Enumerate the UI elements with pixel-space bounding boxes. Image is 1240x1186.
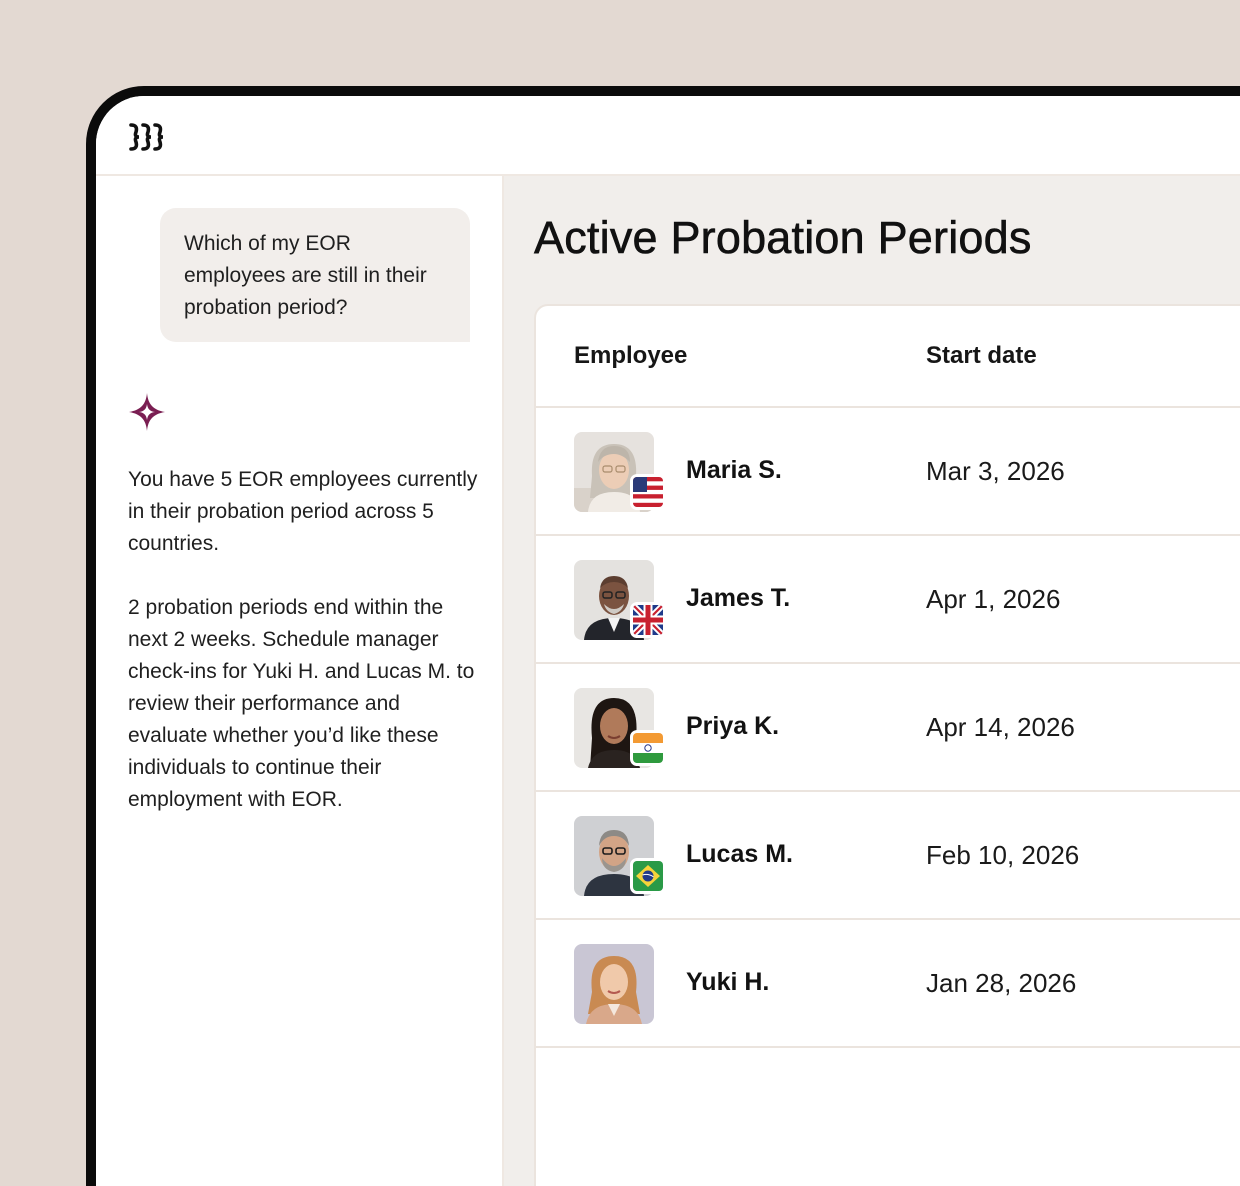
india-flag-icon bbox=[630, 730, 666, 766]
sparkle-icon bbox=[127, 392, 167, 432]
user-message-bubble: Which of my EOR employees are still in their probation period? bbox=[160, 208, 470, 342]
device-frame bbox=[86, 86, 1240, 1186]
avatar bbox=[574, 944, 654, 1024]
main-panel bbox=[504, 176, 1240, 1186]
assistant-paragraph: 2 probation periods end within the next 2 weeks. Schedule manager check-ins for Yuki H. and Lucas M. to review their performance and evaluate whether you’d like these individuals to continue their employment with EOR. bbox=[128, 596, 475, 811]
uk-flag-icon bbox=[630, 602, 666, 638]
us-flag-icon bbox=[630, 474, 666, 510]
top-bar bbox=[96, 96, 1240, 176]
probation-table bbox=[534, 304, 1240, 1186]
column-header-employee[interactable]: Employee bbox=[574, 342, 688, 369]
table-header bbox=[536, 306, 1240, 408]
assistant-reply bbox=[128, 464, 478, 848]
employee-name: James T. bbox=[686, 584, 791, 612]
employee-name: Yuki H. bbox=[686, 968, 770, 996]
start-date: Feb 10, 2026 bbox=[926, 840, 1080, 870]
table-row[interactable] bbox=[536, 664, 1240, 792]
start-date: Mar 3, 2026 bbox=[926, 456, 1065, 486]
employee-name: Priya K. bbox=[686, 712, 780, 740]
assistant-paragraph: You have 5 EOR employees currently in their probation period across 5 countries. bbox=[128, 468, 478, 555]
start-date: Jan 28, 2026 bbox=[926, 968, 1077, 998]
start-date: Apr 14, 2026 bbox=[926, 712, 1075, 742]
table-row[interactable] bbox=[536, 536, 1240, 664]
employee-name: Lucas M. bbox=[686, 840, 793, 868]
page-title: Active Probation Periods bbox=[534, 212, 1032, 263]
table-row[interactable] bbox=[536, 920, 1240, 1048]
employee-name: Maria S. bbox=[686, 456, 782, 484]
app-screen bbox=[96, 96, 1240, 1186]
brazil-flag-icon bbox=[630, 858, 666, 894]
logo-icon[interactable] bbox=[127, 121, 167, 153]
chat-panel bbox=[96, 176, 504, 1186]
table-row[interactable] bbox=[536, 408, 1240, 536]
column-header-start-date[interactable]: Start date bbox=[926, 342, 1037, 369]
start-date: Apr 1, 2026 bbox=[926, 584, 1061, 614]
table-row[interactable] bbox=[536, 792, 1240, 920]
